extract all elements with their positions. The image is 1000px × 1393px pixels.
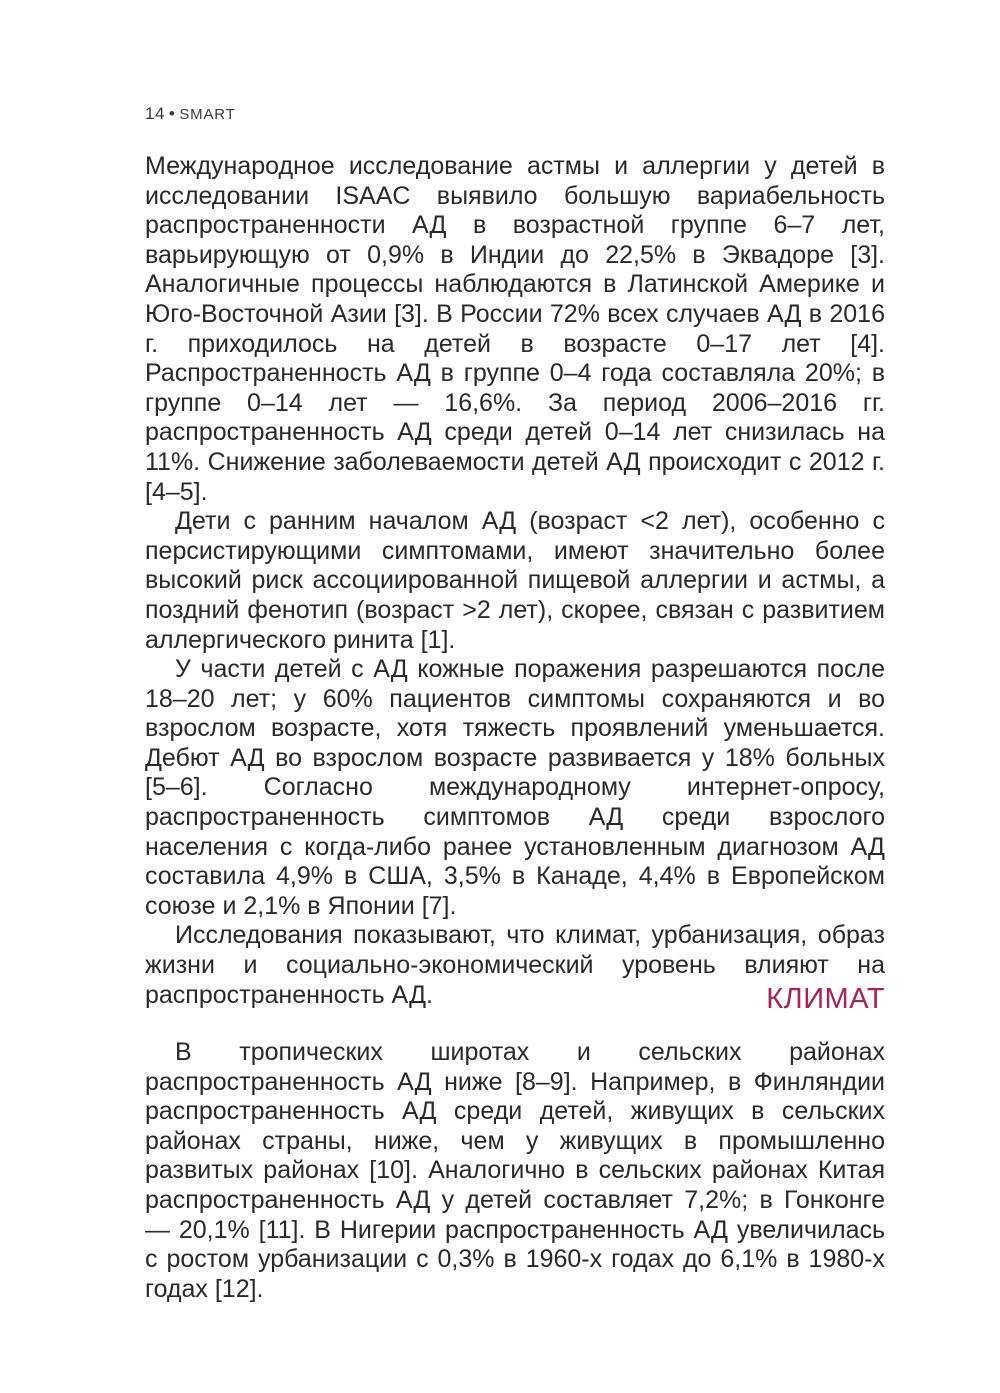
paragraph: Международное исследование астмы и аллергии у детей в исследовании ISAAC выявило большую вариабельность распространенности АД в возрастной группе 6–7 лет, варьирующую от 0,9% в Индии до 22,5% в Эквадоре [3]. Аналогичные процессы наблюдаются в Латинской Америке и Юго-Восточной Азии [3]. В России 72% всех случаев АД в 2016 г. приходилось на детей в возрасте 0–17 лет [4]. Распространенность АД в группе 0–4 года составляла 20%; в группе 0–14 лет — 16,6%. За период 2006–2016 гг. распространенность АД среди детей 0–14 лет снизилась на 11%. Снижение заболеваемости детей АД происходит с 2012 г. [4–5].: [145, 152, 885, 506]
header-brand: SMART: [179, 106, 236, 123]
paragraph: У части детей с АД кожные поражения разрешаются после 18–20 лет; у 60% пациентов симптомы сохраняются и во взрослом возрасте, хотя тяжесть проявлений уменьшается. Дебют АД во взрослом возрасте развивается у 18% больных [5–6]. Согласно международному интернет-опросу, распространенность симптомов АД среди взрослого населения с когда-либо ранее установленным диагнозом АД составила 4,9% в США, 3,5% в Канаде, 4,4% в Европейском союзе и 2,1% в Японии [7].: [145, 655, 885, 920]
paragraph: В тропических широтах и сельских районах распространенность АД ниже [8–9]. Например, в Финляндии распространенность АД среди детей, живущих в сельских районах страны, ниже, чем у живущих в промышленно развитых районах [10]. Аналогично в сельских районах Китая распространенность АД у детей составляет 7,2%; в Гонконге — 20,1% [11]. В Нигерии распространенность АД увеличилась с ростом урбанизации с 0,3% в 1960-х годах до 6,1% в 1980-х годах [12].: [145, 1038, 885, 1303]
header-separator: •: [168, 104, 176, 123]
body-text-climate: [145, 1038, 885, 1304]
paragraph: Дети с ранним началом АД (возраст <2 лет), особенно с персистирующими симптомами, имеют значительно более высокий риск ассоциированной пищевой аллергии и астмы, а поздний фенотип (возраст >2 лет), скорее, связан с развитием аллергического ринита [1].: [145, 507, 885, 654]
section-heading: КЛИМАТ: [766, 983, 885, 1015]
paragraph: Исследования показывают, что климат, урбанизация, образ жизни и социально-экономический уровень влияют на распространенность АД.: [145, 921, 885, 1009]
running-header: [145, 104, 236, 124]
page-number: 14: [145, 104, 165, 123]
body-text-top: [145, 152, 885, 1010]
